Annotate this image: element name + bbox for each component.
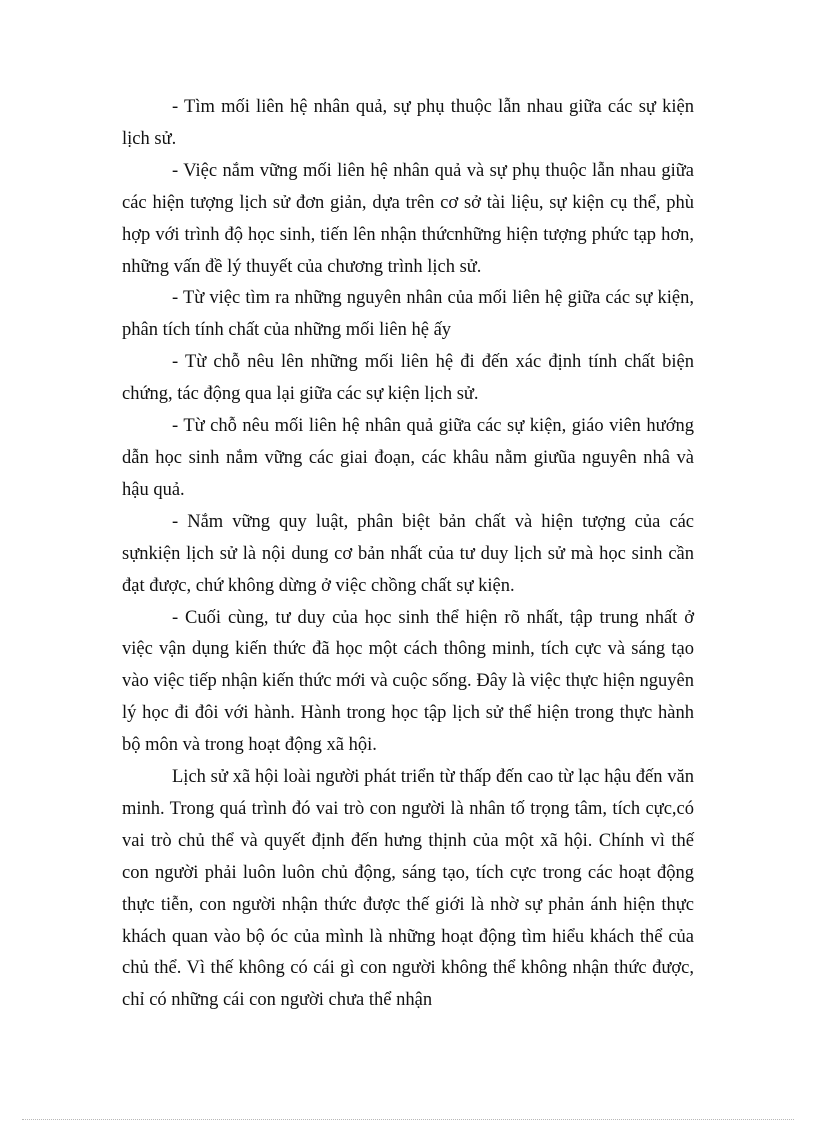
paragraph-applying-knowledge: - Cuối cùng, tư duy của học sinh thể hiện rõ nhất, tập trung nhất ở việc vận dụng kiến thức đã học một cách thông minh, tích cực và sáng tạo vào việc tiếp nhận kiến thức mới và cuộc sống. Đây là việc thực hiện nguyên lý học đi đôi với hành. Hành trong học tập lịch sử thể hiện trong thực hành bộ môn và trong hoạt động xã hội. <box>122 607 694 756</box>
body-text <box>122 92 694 1017</box>
paragraph-finding-causes: - Từ việc tìm ra những nguyên nhân của mối liên hệ giữa các sự kiện, phân tích tính chất của những mối liên hệ ấy <box>122 288 694 341</box>
paragraph-human-history: Lịch sử xã hội loài người phát triển từ thấp đến cao từ lạc hậu đến văn minh. Trong quá trình đó vai trò con người là nhân tố trọng tâm, tích cực,có vai trò chủ thể và quyết định đến hưng thịnh của một xã hội. Chính vì thế con người phải luôn luôn chủ động, sáng tạo, tích cực trong các hoạt động thực tiễn, con người nhận thức được thế giới là nhờ sự phản ánh hiện thực khách quan vào bộ óc của mình là những hoạt động tìm hiểu khách thể của chủ thể. Vì thế không có cái gì con người không thể không nhận thức được, chỉ có những cái con người chưa thể nhận <box>122 767 694 1011</box>
page-bottom-divider <box>22 1119 794 1120</box>
paragraph-teacher-guidance: - Từ chỗ nêu mối liên hệ nhân quả giữa các sự kiện, giáo viên hướng dẫn học sinh nắm vững các giai đoạn, các khâu nằm giưũa nguyên nhâ và hậu quả. <box>122 416 694 500</box>
paragraph-dialectical-nature: - Từ chỗ nêu lên những mối liên hệ đi đến xác định tính chất biện chứng, tác động qua lại giữa các sự kiện lịch sử. <box>122 352 694 405</box>
paragraph-laws-of-history: - Nắm vững quy luật, phân biệt bản chất và hiện tượng của các sựnkiện lịch sử là nội dung cơ bản nhất của tư duy lịch sử mà học sinh cần đạt được, chứ không dừng ở việc chồng chất sự kiện. <box>122 511 694 596</box>
paragraph-causal-relations: - Tìm mối liên hệ nhân quả, sự phụ thuộc lẫn nhau giữa các sự kiện lịch sử. <box>122 97 694 149</box>
paragraph-mastering-relations: - Việc nắm vững mối liên hệ nhân quả và sự phụ thuộc lẫn nhau giữa các hiện tượng lịch sử đơn giản, dựa trên cơ sở tài liệu, sự kiện cụ thể, phù hợp với trình độ học sinh, tiến lên nhận thứcnhững hiện tượng phức tạp hơn, những vấn đề lý thuyết của chương trình lịch sử. <box>122 160 694 277</box>
